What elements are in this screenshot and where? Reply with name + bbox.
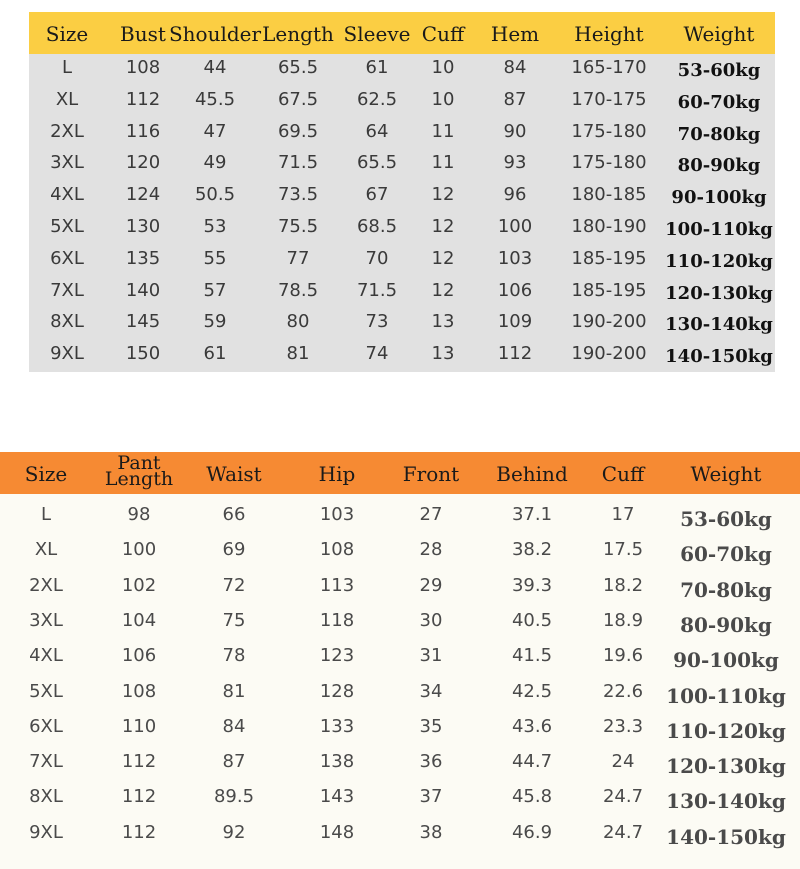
bottom-header-front: Front <box>402 462 460 486</box>
bottom-table-header <box>0 452 800 494</box>
top-cell-4xl-length: 73.5 <box>277 184 319 206</box>
bottom-header-cuff: Cuff <box>601 462 645 486</box>
top-cell-2xl-cuff: 11 <box>431 120 455 142</box>
top-cell-xl-length: 67.5 <box>277 88 319 110</box>
top-cell-6xl-height: 185-195 <box>571 247 647 269</box>
bottom-cell-6xl-waist: 84 <box>222 715 246 737</box>
bottom-header-weight: Weight <box>690 462 762 486</box>
bottom-cell-5xl-waist: 81 <box>222 680 246 702</box>
bottom-cell-3xl-pant-length: 104 <box>121 609 157 631</box>
bottom-cell-xl-front: 28 <box>419 539 443 561</box>
bottom-cell-l-front: 27 <box>419 504 443 525</box>
bottom-cell-3xl-weight: 80-90kg <box>680 612 772 637</box>
top-cell-3xl-cuff: 11 <box>431 152 455 174</box>
top-cell-7xl-size: 7XL <box>50 279 84 301</box>
top-cell-4xl-hem: 96 <box>503 184 527 206</box>
bottom-cell-9xl-pant-length: 112 <box>121 821 157 843</box>
top-cell-8xl-sleeve: 73 <box>365 311 389 333</box>
bottom-cell-6xl-size: 6XL <box>29 715 63 737</box>
bottom-cell-l-hip: 103 <box>319 504 355 525</box>
top-cell-9xl-sleeve: 74 <box>365 343 389 365</box>
top-header-shoulder: Shoulder <box>168 22 262 46</box>
bottom-cell-3xl-hip: 118 <box>319 609 355 631</box>
bottom-cell-9xl-waist: 92 <box>222 821 246 843</box>
bottom-cell-5xl-weight: 100-110kg <box>666 683 786 708</box>
top-cell-5xl-weight: 100-110kg <box>665 219 773 240</box>
bottom-cell-l-waist: 66 <box>222 504 246 525</box>
top-cell-8xl-shoulder: 59 <box>203 311 227 333</box>
bottom-cell-5xl-hip: 128 <box>319 680 355 702</box>
top-cell-xl-sleeve: 62.5 <box>356 88 398 110</box>
top-cell-5xl-shoulder: 53 <box>203 216 227 237</box>
bottom-cell-2xl-cuff: 18.2 <box>602 574 644 596</box>
bottom-cell-6xl-weight: 110-120kg <box>666 718 786 743</box>
bottom-cell-2xl-waist: 72 <box>222 574 246 596</box>
top-cell-9xl-bust: 150 <box>125 343 161 365</box>
top-cell-l-size: L <box>61 57 73 78</box>
top-cell-4xl-height: 180-185 <box>571 184 647 206</box>
top-cell-6xl-length: 77 <box>286 247 310 269</box>
top-size-table <box>29 12 775 372</box>
top-cell-7xl-cuff: 12 <box>431 279 455 301</box>
bottom-cell-9xl-cuff: 24.7 <box>602 821 644 843</box>
top-cell-8xl-weight: 130-140kg <box>665 314 773 336</box>
bottom-cell-xl-cuff: 17.5 <box>602 539 644 561</box>
bottom-cell-3xl-behind: 40.5 <box>511 609 553 631</box>
top-cell-xl-bust: 112 <box>125 88 161 110</box>
top-cell-4xl-weight: 90-100kg <box>671 187 767 209</box>
bottom-cell-7xl-waist: 87 <box>222 751 246 773</box>
bottom-cell-7xl-pant-length: 112 <box>121 751 157 773</box>
top-cell-7xl-sleeve: 71.5 <box>356 279 398 301</box>
top-cell-l-sleeve: 61 <box>365 57 389 78</box>
top-cell-l-hem: 84 <box>503 57 527 78</box>
top-cell-3xl-height: 175-180 <box>571 152 647 174</box>
top-cell-8xl-length: 80 <box>286 311 310 333</box>
bottom-cell-5xl-size: 5XL <box>29 680 63 702</box>
bottom-header-behind: Behind <box>496 462 568 486</box>
bottom-cell-2xl-weight: 70-80kg <box>680 577 772 602</box>
top-cell-8xl-bust: 145 <box>125 311 161 333</box>
bottom-cell-4xl-hip: 123 <box>319 645 355 667</box>
top-cell-9xl-length: 81 <box>286 343 310 365</box>
bottom-cell-7xl-weight: 120-130kg <box>666 754 786 779</box>
bottom-cell-9xl-size: 9XL <box>29 821 63 843</box>
top-cell-3xl-shoulder: 49 <box>203 152 227 174</box>
top-cell-4xl-size: 4XL <box>50 184 84 206</box>
top-table-header <box>29 12 775 54</box>
top-cell-3xl-size: 3XL <box>50 152 84 174</box>
top-cell-5xl-height: 180-190 <box>571 216 647 237</box>
top-cell-9xl-height: 190-200 <box>571 343 647 365</box>
bottom-cell-6xl-pant-length: 110 <box>121 715 157 737</box>
bottom-cell-4xl-behind: 41.5 <box>511 645 553 667</box>
top-header-length: Length <box>262 22 334 46</box>
top-cell-2xl-height: 175-180 <box>571 120 647 142</box>
bottom-cell-5xl-cuff: 22.6 <box>602 680 644 702</box>
bottom-cell-6xl-hip: 133 <box>319 715 355 737</box>
top-cell-l-height: 165-170 <box>571 57 647 78</box>
top-cell-3xl-sleeve: 65.5 <box>356 152 398 174</box>
top-cell-7xl-length: 78.5 <box>277 279 319 301</box>
bottom-header-waist: Waist <box>206 462 262 486</box>
top-cell-9xl-cuff: 13 <box>431 343 455 365</box>
top-cell-3xl-weight: 80-90kg <box>677 155 761 177</box>
bottom-cell-6xl-behind: 43.6 <box>511 715 553 737</box>
top-cell-l-cuff: 10 <box>431 57 455 78</box>
top-cell-7xl-height: 185-195 <box>571 279 647 301</box>
top-cell-7xl-bust: 140 <box>125 279 161 301</box>
top-cell-9xl-weight: 140-150kg <box>665 346 773 368</box>
bottom-cell-7xl-behind: 44.7 <box>511 751 553 773</box>
bottom-cell-8xl-size: 8XL <box>29 786 63 808</box>
top-cell-2xl-size: 2XL <box>50 120 84 142</box>
top-cell-8xl-hem: 109 <box>497 311 533 333</box>
bottom-cell-9xl-front: 38 <box>419 821 443 843</box>
bottom-cell-4xl-front: 31 <box>419 645 443 667</box>
top-cell-5xl-hem: 100 <box>497 216 533 237</box>
bottom-cell-5xl-behind: 42.5 <box>511 680 553 702</box>
bottom-cell-7xl-size: 7XL <box>29 751 63 773</box>
top-cell-xl-shoulder: 45.5 <box>194 88 236 110</box>
top-cell-5xl-cuff: 12 <box>431 216 455 237</box>
bottom-cell-xl-weight: 60-70kg <box>680 542 772 567</box>
bottom-cell-6xl-cuff: 23.3 <box>602 715 644 737</box>
bottom-cell-l-size: L <box>40 504 52 525</box>
top-cell-3xl-length: 71.5 <box>277 152 319 174</box>
top-cell-6xl-weight: 110-120kg <box>665 250 773 272</box>
top-cell-l-length: 65.5 <box>277 57 319 78</box>
bottom-cell-xl-waist: 69 <box>222 539 246 561</box>
top-cell-9xl-shoulder: 61 <box>203 343 227 365</box>
bottom-header-pant-length: Pant Length <box>104 452 174 490</box>
top-cell-2xl-length: 69.5 <box>277 120 319 142</box>
bottom-cell-4xl-waist: 78 <box>222 645 246 667</box>
bottom-cell-4xl-size: 4XL <box>29 645 63 667</box>
top-cell-8xl-height: 190-200 <box>571 311 647 333</box>
bottom-cell-l-pant-length: 98 <box>127 504 151 525</box>
bottom-cell-2xl-hip: 113 <box>319 574 355 596</box>
bottom-size-table <box>0 452 800 869</box>
bottom-cell-xl-size: XL <box>34 539 58 561</box>
top-cell-9xl-size: 9XL <box>50 343 84 365</box>
top-cell-5xl-size: 5XL <box>50 216 84 237</box>
bottom-cell-7xl-cuff: 24 <box>611 751 635 773</box>
top-header-weight: Weight <box>683 22 755 46</box>
bottom-cell-xl-behind: 38.2 <box>511 539 553 561</box>
bottom-cell-5xl-pant-length: 108 <box>121 680 157 702</box>
top-cell-4xl-cuff: 12 <box>431 184 455 206</box>
top-cell-2xl-sleeve: 64 <box>365 120 389 142</box>
bottom-cell-8xl-front: 37 <box>419 786 443 808</box>
bottom-cell-3xl-waist: 75 <box>222 609 246 631</box>
top-cell-7xl-hem: 106 <box>497 279 533 301</box>
bottom-cell-5xl-front: 34 <box>419 680 443 702</box>
bottom-cell-xl-hip: 108 <box>319 539 355 561</box>
bottom-cell-2xl-front: 29 <box>419 574 443 596</box>
top-header-size: Size <box>45 22 89 46</box>
top-cell-9xl-hem: 112 <box>497 343 533 365</box>
bottom-cell-2xl-size: 2XL <box>29 574 63 596</box>
bottom-header-hip: Hip <box>318 462 356 486</box>
bottom-cell-2xl-behind: 39.3 <box>511 574 553 596</box>
top-cell-8xl-size: 8XL <box>50 311 84 333</box>
top-cell-xl-weight: 60-70kg <box>677 91 761 113</box>
top-cell-2xl-shoulder: 47 <box>203 120 227 142</box>
bottom-cell-8xl-hip: 143 <box>319 786 355 808</box>
bottom-cell-8xl-weight: 130-140kg <box>666 789 786 814</box>
top-cell-4xl-bust: 124 <box>125 184 161 206</box>
top-cell-6xl-sleeve: 70 <box>365 247 389 269</box>
top-cell-xl-cuff: 10 <box>431 88 455 110</box>
top-cell-xl-size: XL <box>55 88 79 110</box>
top-cell-3xl-bust: 120 <box>125 152 161 174</box>
top-cell-2xl-hem: 90 <box>503 120 527 142</box>
top-cell-l-bust: 108 <box>125 57 161 78</box>
bottom-cell-4xl-weight: 90-100kg <box>673 648 779 673</box>
top-cell-7xl-weight: 120-130kg <box>665 282 773 304</box>
top-cell-6xl-bust: 135 <box>125 247 161 269</box>
bottom-cell-4xl-cuff: 19.6 <box>602 645 644 667</box>
bottom-cell-8xl-behind: 45.8 <box>511 786 553 808</box>
top-header-hem: Hem <box>490 22 540 46</box>
top-cell-l-shoulder: 44 <box>203 57 227 78</box>
top-cell-8xl-cuff: 13 <box>431 311 455 333</box>
top-header-cuff: Cuff <box>421 22 465 46</box>
top-cell-6xl-shoulder: 55 <box>203 247 227 269</box>
bottom-cell-l-cuff: 17 <box>611 504 635 525</box>
bottom-cell-4xl-pant-length: 106 <box>121 645 157 667</box>
bottom-cell-7xl-hip: 138 <box>319 751 355 773</box>
top-cell-l-weight: 53-60kg <box>677 60 761 81</box>
bottom-cell-8xl-cuff: 24.7 <box>602 786 644 808</box>
bottom-cell-9xl-behind: 46.9 <box>511 821 553 843</box>
bottom-cell-3xl-cuff: 18.9 <box>602 609 644 631</box>
bottom-cell-9xl-weight: 140-150kg <box>666 824 786 849</box>
bottom-cell-l-weight: 53-60kg <box>680 507 772 531</box>
top-cell-5xl-length: 75.5 <box>277 216 319 237</box>
top-cell-xl-height: 170-175 <box>571 88 647 110</box>
top-cell-7xl-shoulder: 57 <box>203 279 227 301</box>
top-cell-6xl-cuff: 12 <box>431 247 455 269</box>
top-cell-6xl-hem: 103 <box>497 247 533 269</box>
top-cell-4xl-sleeve: 67 <box>365 184 389 206</box>
bottom-cell-7xl-front: 36 <box>419 751 443 773</box>
bottom-cell-8xl-pant-length: 112 <box>121 786 157 808</box>
bottom-cell-3xl-size: 3XL <box>29 609 63 631</box>
top-cell-6xl-size: 6XL <box>50 247 84 269</box>
top-header-bust: Bust <box>120 22 166 46</box>
bottom-header-size: Size <box>24 462 68 486</box>
bottom-cell-8xl-waist: 89.5 <box>213 786 255 808</box>
bottom-cell-2xl-pant-length: 102 <box>121 574 157 596</box>
bottom-cell-xl-pant-length: 100 <box>121 539 157 561</box>
top-header-sleeve: Sleeve <box>343 22 411 46</box>
top-cell-5xl-bust: 130 <box>125 216 161 237</box>
top-cell-2xl-weight: 70-80kg <box>677 123 761 145</box>
top-cell-xl-hem: 87 <box>503 88 527 110</box>
bottom-cell-3xl-front: 30 <box>419 609 443 631</box>
bottom-cell-9xl-hip: 148 <box>319 821 355 843</box>
bottom-cell-l-behind: 37.1 <box>511 504 553 525</box>
top-cell-4xl-shoulder: 50.5 <box>194 184 236 206</box>
top-header-height: Height <box>574 22 644 46</box>
top-cell-3xl-hem: 93 <box>503 152 527 174</box>
top-cell-5xl-sleeve: 68.5 <box>356 216 398 237</box>
bottom-cell-6xl-front: 35 <box>419 715 443 737</box>
top-cell-2xl-bust: 116 <box>125 120 161 142</box>
